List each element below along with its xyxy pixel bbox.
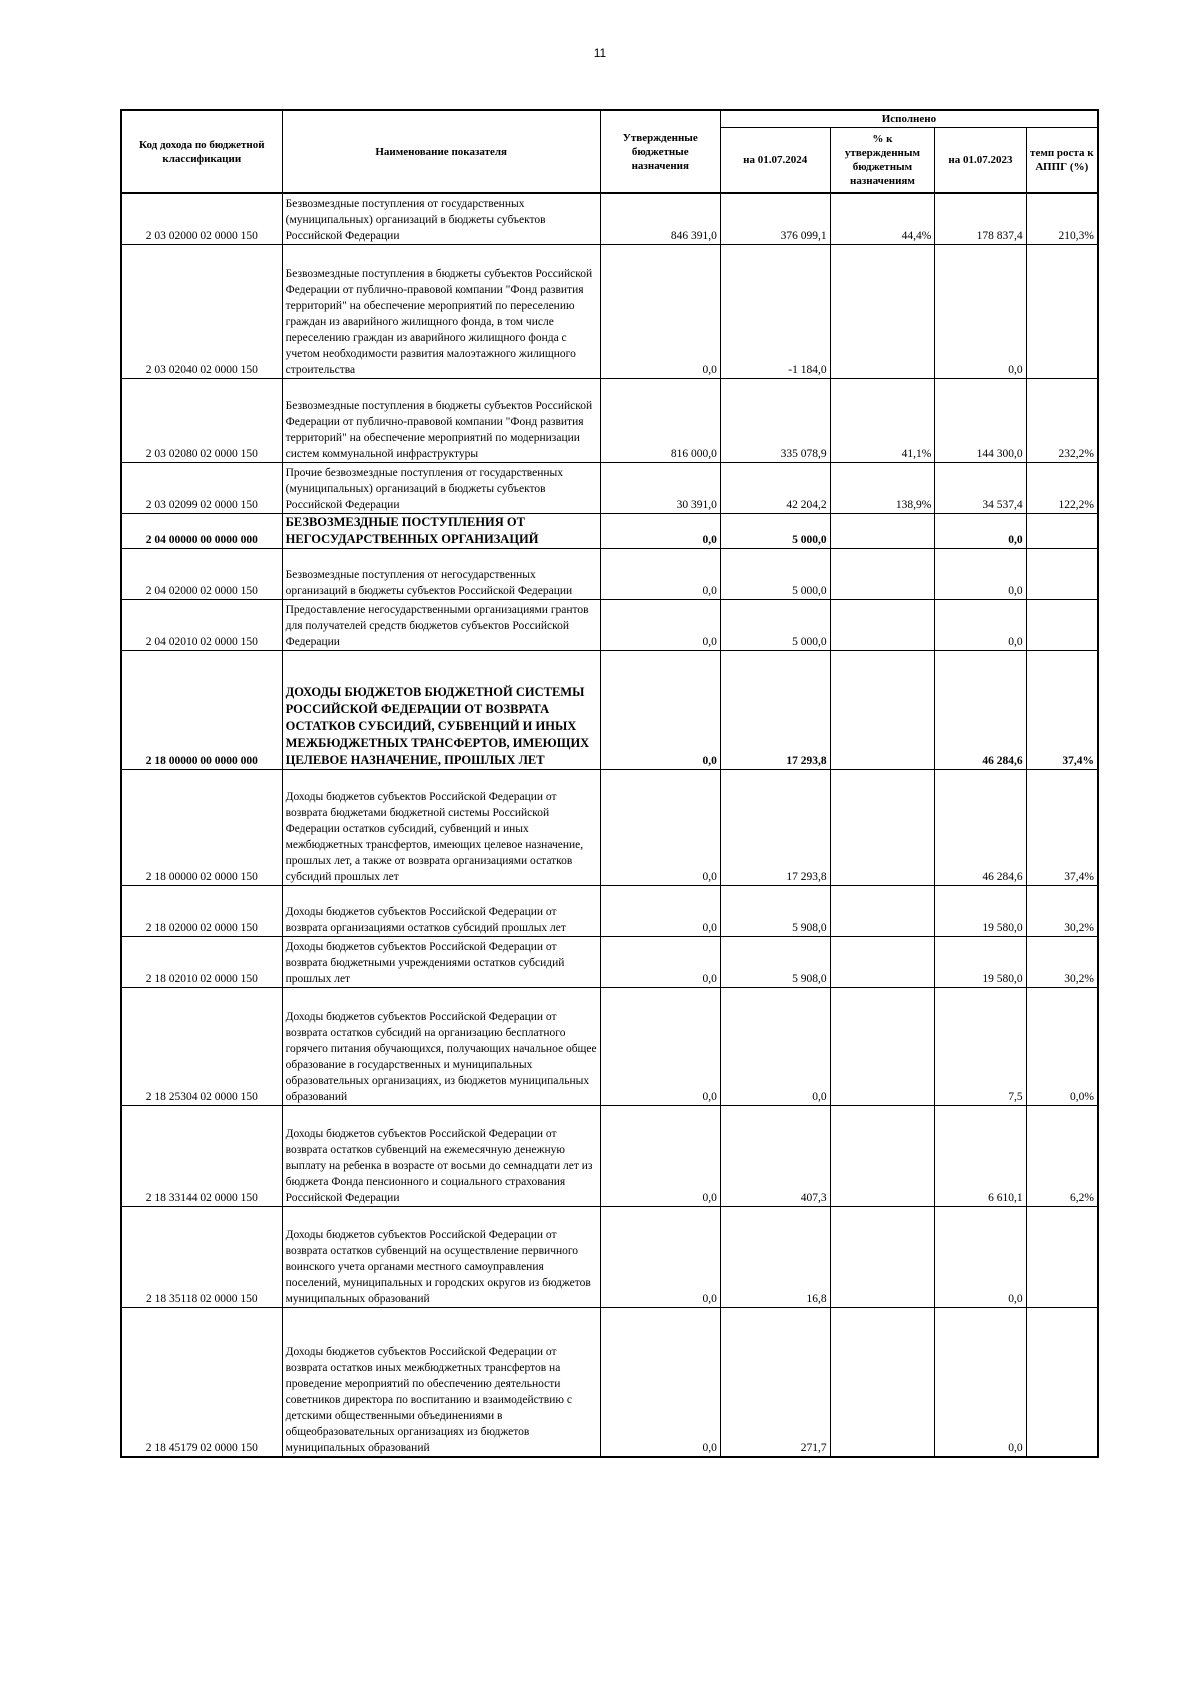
cell-name: Доходы бюджетов субъектов Российской Федерации от возврата организациями остатков субсидий прошлых лет bbox=[282, 885, 600, 936]
cell-growth bbox=[1026, 1206, 1098, 1307]
cell-name: Предоставление негосударственными организациями грантов для получателей средств бюджетов субъектов Российской Федерации bbox=[282, 599, 600, 650]
cell-growth: 30,2% bbox=[1026, 936, 1098, 987]
table-row bbox=[121, 1307, 1098, 1457]
cell-code: 2 04 02000 02 0000 150 bbox=[121, 548, 282, 599]
cell-on-2023: 34 537,4 bbox=[935, 462, 1026, 513]
header-on-2023: на 01.07.2023 bbox=[935, 127, 1026, 193]
cell-approved: 846 391,0 bbox=[600, 193, 720, 244]
header-code: Код дохода по бюджетной классификации bbox=[121, 110, 282, 193]
cell-code: 2 04 00000 00 0000 000 bbox=[121, 513, 282, 548]
cell-approved: 816 000,0 bbox=[600, 378, 720, 462]
cell-name: Доходы бюджетов субъектов Российской Федерации от возврата остатков субвенций на осуществление первичного воинского учета органами местного самоуправления поселений, муниципальных и городских округов из бюджетов муниципальных образований bbox=[282, 1206, 600, 1307]
cell-on-2024: 376 099,1 bbox=[720, 193, 830, 244]
cell-on-2024: -1 184,0 bbox=[720, 244, 830, 378]
cell-approved: 0,0 bbox=[600, 513, 720, 548]
cell-on-2024: 407,3 bbox=[720, 1105, 830, 1206]
cell-code: 2 18 00000 00 0000 000 bbox=[121, 650, 282, 769]
cell-code: 2 18 25304 02 0000 150 bbox=[121, 987, 282, 1105]
cell-percent bbox=[830, 987, 935, 1105]
cell-approved: 0,0 bbox=[600, 650, 720, 769]
cell-percent bbox=[830, 650, 935, 769]
cell-on-2023: 6 610,1 bbox=[935, 1105, 1026, 1206]
cell-on-2023: 46 284,6 bbox=[935, 650, 1026, 769]
cell-percent bbox=[830, 1206, 935, 1307]
cell-on-2023: 0,0 bbox=[935, 244, 1026, 378]
cell-growth bbox=[1026, 1307, 1098, 1457]
cell-percent bbox=[830, 885, 935, 936]
cell-on-2024: 0,0 bbox=[720, 987, 830, 1105]
cell-on-2024: 5 000,0 bbox=[720, 548, 830, 599]
budget-table bbox=[120, 109, 1099, 1458]
cell-code: 2 03 02040 02 0000 150 bbox=[121, 244, 282, 378]
table-row bbox=[121, 193, 1098, 244]
cell-on-2023: 178 837,4 bbox=[935, 193, 1026, 244]
table-row bbox=[121, 599, 1098, 650]
cell-on-2023: 19 580,0 bbox=[935, 885, 1026, 936]
cell-approved: 0,0 bbox=[600, 936, 720, 987]
cell-growth: 122,2% bbox=[1026, 462, 1098, 513]
table-row bbox=[121, 1105, 1098, 1206]
cell-percent bbox=[830, 936, 935, 987]
table-header bbox=[121, 110, 1098, 193]
cell-name: ДОХОДЫ БЮДЖЕТОВ БЮДЖЕТНОЙ СИСТЕМЫ РОССИЙСКОЙ ФЕДЕРАЦИИ ОТ ВОЗВРАТА ОСТАТКОВ СУБСИДИЙ, СУБВЕНЦИЙ И ИНЫХ МЕЖБЮДЖЕТНЫХ ТРАНСФЕРТОВ, ИМЕЮЩИХ ЦЕЛЕВОЕ НАЗНАЧЕНИЕ, ПРОШЛЫХ ЛЕТ bbox=[282, 650, 600, 769]
header-name: Наименование показателя bbox=[282, 110, 600, 193]
cell-code: 2 18 45179 02 0000 150 bbox=[121, 1307, 282, 1457]
cell-on-2023: 46 284,6 bbox=[935, 769, 1026, 885]
cell-on-2023: 7,5 bbox=[935, 987, 1026, 1105]
table-row bbox=[121, 462, 1098, 513]
table-row-section bbox=[121, 513, 1098, 548]
cell-on-2024: 5 908,0 bbox=[720, 936, 830, 987]
cell-approved: 30 391,0 bbox=[600, 462, 720, 513]
cell-on-2024: 5 000,0 bbox=[720, 513, 830, 548]
cell-code: 2 04 02010 02 0000 150 bbox=[121, 599, 282, 650]
cell-name: Доходы бюджетов субъектов Российской Федерации от возврата бюджетными учреждениями остатков субсидий прошлых лет bbox=[282, 936, 600, 987]
cell-code: 2 18 02010 02 0000 150 bbox=[121, 936, 282, 987]
cell-percent: 41,1% bbox=[830, 378, 935, 462]
cell-approved: 0,0 bbox=[600, 1105, 720, 1206]
cell-approved: 0,0 bbox=[600, 769, 720, 885]
cell-name: Безвозмездные поступления от государственных (муниципальных) организаций в бюджеты субъектов Российской Федерации bbox=[282, 193, 600, 244]
cell-code: 2 18 00000 02 0000 150 bbox=[121, 769, 282, 885]
cell-on-2023: 0,0 bbox=[935, 599, 1026, 650]
cell-name: Доходы бюджетов субъектов Российской Федерации от возврата бюджетами бюджетной системы Российской Федерации остатков субсидий, субвенций и иных межбюджетных трансфертов, имеющих целевое назначение, прошлых лет, а также от возврата организациями остатков субсидий прошлых лет bbox=[282, 769, 600, 885]
cell-growth bbox=[1026, 244, 1098, 378]
cell-approved: 0,0 bbox=[600, 548, 720, 599]
cell-on-2024: 5 000,0 bbox=[720, 599, 830, 650]
table-row bbox=[121, 548, 1098, 599]
cell-code: 2 18 02000 02 0000 150 bbox=[121, 885, 282, 936]
cell-code: 2 03 02099 02 0000 150 bbox=[121, 462, 282, 513]
cell-name: Безвозмездные поступления в бюджеты субъектов Российской Федерации от публично-правовой компании "Фонд развития территорий" на обеспечение мероприятий по переселению граждан из аварийного жилищного фонда, в том числе переселению граждан из аварийного жилищного фонда с учетом необходимости развития малоэтажного жилищного строительства bbox=[282, 244, 600, 378]
cell-percent: 138,9% bbox=[830, 462, 935, 513]
cell-approved: 0,0 bbox=[600, 885, 720, 936]
cell-name: БЕЗВОЗМЕЗДНЫЕ ПОСТУПЛЕНИЯ ОТ НЕГОСУДАРСТВЕННЫХ ОРГАНИЗАЦИЙ bbox=[282, 513, 600, 548]
cell-percent bbox=[830, 1105, 935, 1206]
table-row bbox=[121, 378, 1098, 462]
header-executed: Исполнено bbox=[720, 110, 1098, 127]
cell-percent bbox=[830, 769, 935, 885]
cell-growth: 37,4% bbox=[1026, 769, 1098, 885]
cell-percent bbox=[830, 513, 935, 548]
cell-percent bbox=[830, 599, 935, 650]
cell-on-2024: 271,7 bbox=[720, 1307, 830, 1457]
cell-on-2024: 5 908,0 bbox=[720, 885, 830, 936]
cell-code: 2 03 02080 02 0000 150 bbox=[121, 378, 282, 462]
cell-name: Доходы бюджетов субъектов Российской Федерации от возврата остатков иных межбюджетных трансфертов на проведение мероприятий по обеспечению деятельности советников директора по воспитанию и взаимодействию с детскими общественными объединениями в общеобразовательных организациях из бюджетов муниципальных образований bbox=[282, 1307, 600, 1457]
cell-on-2023: 0,0 bbox=[935, 548, 1026, 599]
cell-code: 2 18 33144 02 0000 150 bbox=[121, 1105, 282, 1206]
table-row bbox=[121, 936, 1098, 987]
cell-name: Доходы бюджетов субъектов Российской Федерации от возврата остатков субсидий на организацию бесплатного горячего питания обучающихся, получающих начальное общее образование в государственных и муниципальных образовательных организациях, из бюджетов муниципальных образований bbox=[282, 987, 600, 1105]
cell-growth: 210,3% bbox=[1026, 193, 1098, 244]
cell-on-2023: 19 580,0 bbox=[935, 936, 1026, 987]
cell-name: Безвозмездные поступления в бюджеты субъектов Российской Федерации от публично-правовой компании "Фонд развития территорий" на обеспечение мероприятий по модернизации систем коммунальной инфраструктуры bbox=[282, 378, 600, 462]
table-row-section bbox=[121, 650, 1098, 769]
cell-on-2023: 0,0 bbox=[935, 1307, 1026, 1457]
cell-code: 2 03 02000 02 0000 150 bbox=[121, 193, 282, 244]
header-on-2024: на 01.07.2024 bbox=[720, 127, 830, 193]
cell-on-2024: 17 293,8 bbox=[720, 769, 830, 885]
cell-percent bbox=[830, 1307, 935, 1457]
cell-code: 2 18 35118 02 0000 150 bbox=[121, 1206, 282, 1307]
cell-on-2024: 42 204,2 bbox=[720, 462, 830, 513]
cell-growth: 232,2% bbox=[1026, 378, 1098, 462]
table-row bbox=[121, 1206, 1098, 1307]
cell-approved: 0,0 bbox=[600, 1206, 720, 1307]
page-number: 11 bbox=[593, 46, 607, 60]
cell-growth: 30,2% bbox=[1026, 885, 1098, 936]
cell-growth bbox=[1026, 599, 1098, 650]
header-percent: % к утвержденным бюджетным назначениям bbox=[830, 127, 935, 193]
cell-on-2023: 0,0 bbox=[935, 513, 1026, 548]
header-growth: темп роста к АППГ (%) bbox=[1026, 127, 1098, 193]
cell-approved: 0,0 bbox=[600, 244, 720, 378]
cell-growth: 0,0% bbox=[1026, 987, 1098, 1105]
cell-approved: 0,0 bbox=[600, 599, 720, 650]
cell-on-2024: 17 293,8 bbox=[720, 650, 830, 769]
cell-growth: 37,4% bbox=[1026, 650, 1098, 769]
cell-percent bbox=[830, 244, 935, 378]
cell-on-2024: 16,8 bbox=[720, 1206, 830, 1307]
cell-percent: 44,4% bbox=[830, 193, 935, 244]
table-row bbox=[121, 885, 1098, 936]
cell-approved: 0,0 bbox=[600, 987, 720, 1105]
cell-approved: 0,0 bbox=[600, 1307, 720, 1457]
cell-name: Безвозмездные поступления от негосударственных организаций в бюджеты субъектов Российской Федерации bbox=[282, 548, 600, 599]
cell-name: Доходы бюджетов субъектов Российской Федерации от возврата остатков субвенций на ежемесячную денежную выплату на ребенка в возрасте от восьми до семнадцати лет из бюджета Фонда пенсионного и социального страхования Российской Федерации bbox=[282, 1105, 600, 1206]
table-row bbox=[121, 987, 1098, 1105]
table-body bbox=[121, 193, 1098, 1457]
header-approved: Утвержденные бюджетные назначения bbox=[600, 110, 720, 193]
cell-growth bbox=[1026, 513, 1098, 548]
cell-percent bbox=[830, 548, 935, 599]
cell-on-2023: 144 300,0 bbox=[935, 378, 1026, 462]
cell-growth: 6,2% bbox=[1026, 1105, 1098, 1206]
cell-growth bbox=[1026, 548, 1098, 599]
table-row bbox=[121, 769, 1098, 885]
cell-on-2023: 0,0 bbox=[935, 1206, 1026, 1307]
table-row bbox=[121, 244, 1098, 378]
cell-name: Прочие безвозмездные поступления от государственных (муниципальных) организаций в бюджеты субъектов Российской Федерации bbox=[282, 462, 600, 513]
cell-on-2024: 335 078,9 bbox=[720, 378, 830, 462]
